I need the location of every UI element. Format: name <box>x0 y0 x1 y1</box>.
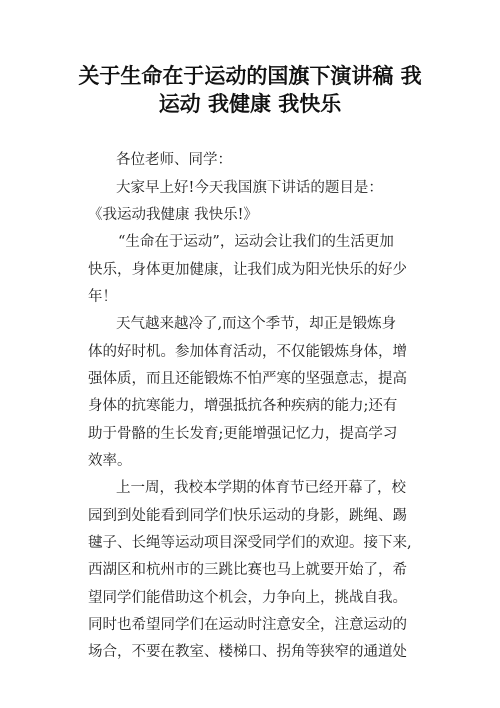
paragraph-3-line-1: 上一周，我校本学期的体育节已经开幕了，校 <box>116 480 406 496</box>
paragraph-2-line-3: 强体质，而且还能锻炼不怕严寒的坚强意志，提高 <box>88 371 407 387</box>
paragraph-2-line-2: 体的好时机。参加体育活动，不仅能锻炼身体，增 <box>88 344 407 360</box>
document-title-line-2: 运动 我健康 我快乐 <box>158 92 342 116</box>
intro-line-2: 《我运动我健康 我快乐!》 <box>88 207 258 223</box>
paragraph-1-line-1: “生命在于运动”，运动会让我们的生活更加 <box>118 234 394 250</box>
paragraph-3-line-3: 毽子、长绳等运动项目深受同学们的欢迎。接下来, <box>88 535 412 551</box>
paragraph-2-line-5: 助于骨骼的生长发育;更能增强记忆力，提高学习 <box>88 426 398 442</box>
paragraph-2-line-1: 天气越来越冷了,而这个季节，却正是锻炼身 <box>116 316 397 332</box>
paragraph-2-line-4: 身体的抗寒能力，增强抵抗各种疾病的能力;还有 <box>88 398 398 414</box>
paragraph-3-line-7: 场合，不要在教室、楼梯口、拐角等狭窄的通道处 <box>88 644 407 660</box>
paragraph-1-line-2: 快乐，身体更加健康，让我们成为阳光快乐的好少 <box>88 262 407 278</box>
paragraph-3-line-6: 同时也希望同学们在运动时注意安全，注意运动的 <box>88 617 407 633</box>
paragraph-2-line-6: 效率。 <box>88 453 132 469</box>
document-title-line-1: 关于生命在于运动的国旗下演讲稿 我 <box>78 64 422 88</box>
intro-line-1: 大家早上好!今天我国旗下讲话的题目是： <box>116 180 383 196</box>
greeting-line: 各位老师、同学： <box>116 152 232 168</box>
paragraph-3-line-2: 园到到处能看到同学们快乐运动的身影，跳绳、踢 <box>88 508 407 524</box>
paragraph-1-line-3: 年！ <box>88 289 117 305</box>
paragraph-3-line-4: 西湖区和杭州市的三跳比赛也马上就要开始了，希 <box>88 562 407 578</box>
paragraph-3-line-5: 望同学们能借助这个机会，力争向上，挑战自我。 <box>88 590 407 606</box>
